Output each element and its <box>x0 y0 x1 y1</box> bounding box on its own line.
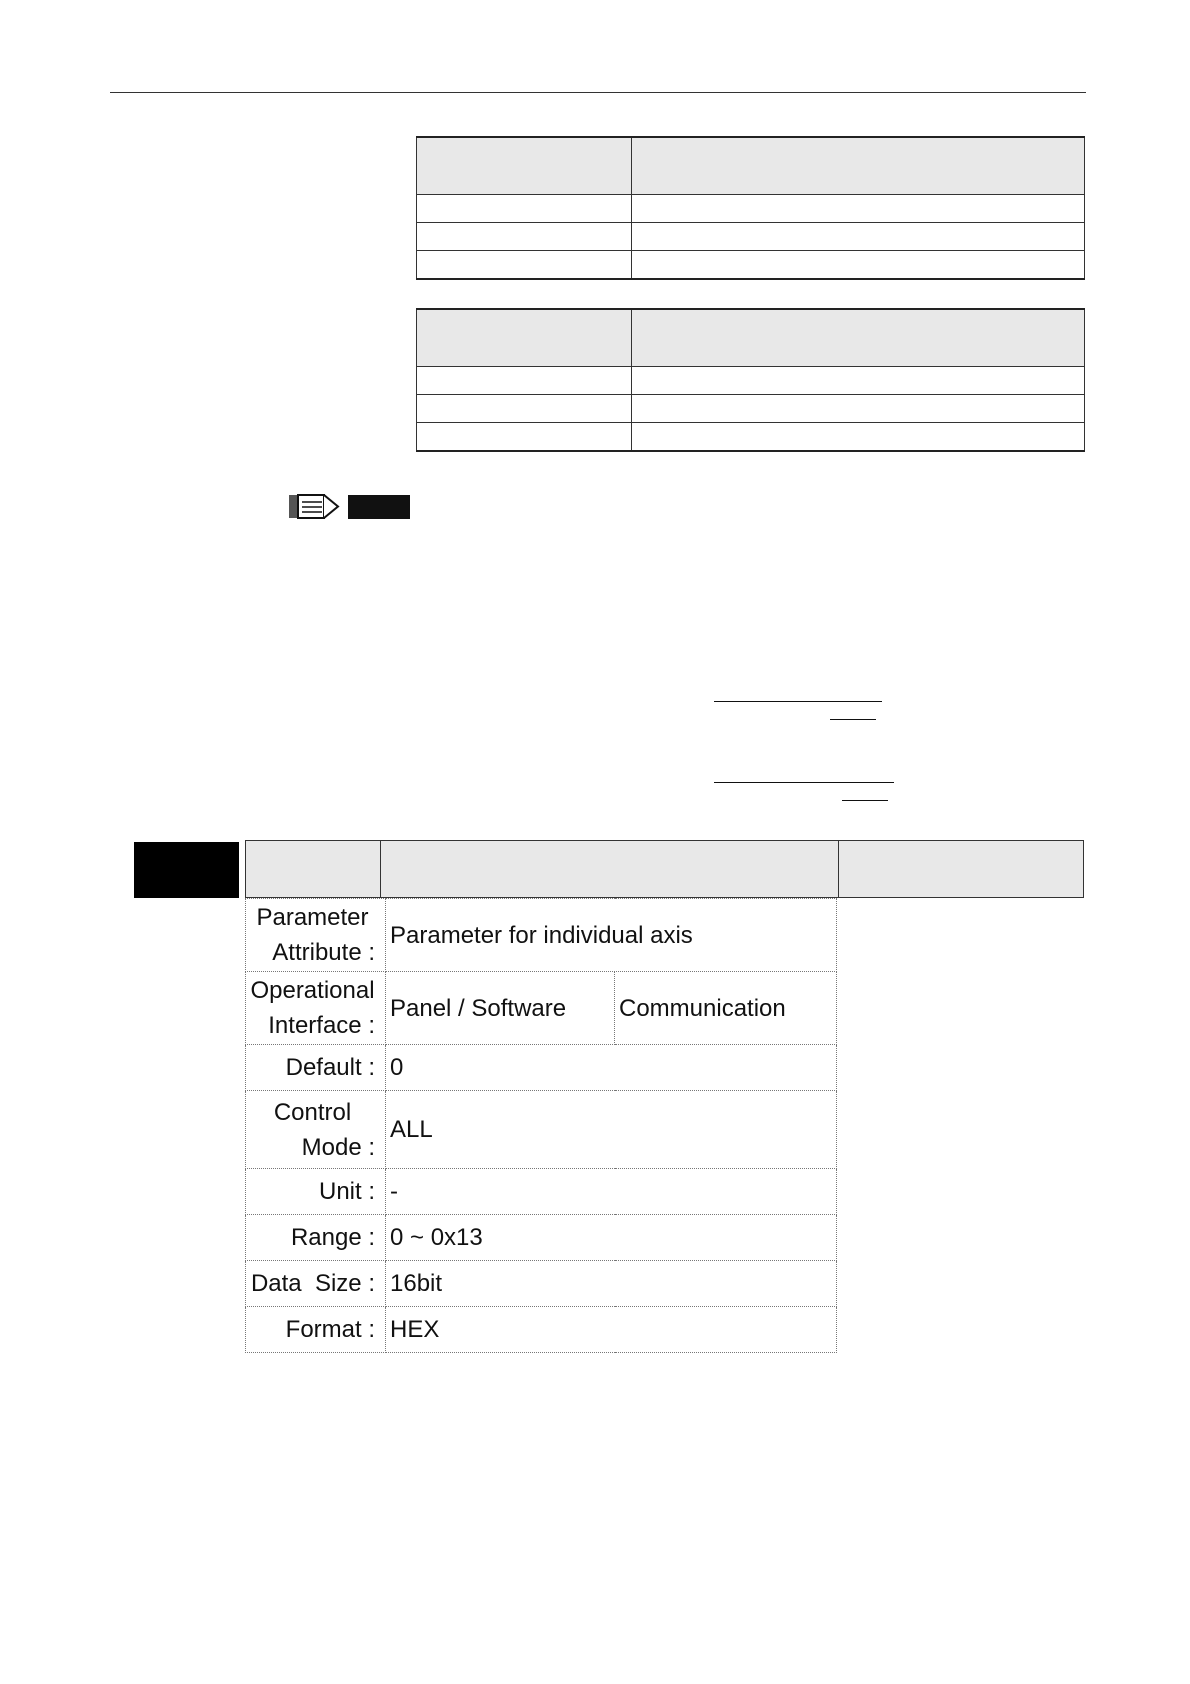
format-value: HEX <box>386 1307 837 1353</box>
table-row <box>246 1215 837 1261</box>
table-row <box>417 367 1085 395</box>
upper-table-1 <box>416 136 1085 280</box>
label-line: Parameter <box>256 904 369 931</box>
fraction-line <box>842 800 888 801</box>
table-row <box>246 899 837 972</box>
label-line: Attribute : <box>272 939 375 966</box>
unit-label: Unit : <box>246 1169 386 1215</box>
label-line: Operational <box>250 977 375 1004</box>
data-size-value: 16bit <box>386 1261 837 1307</box>
table-row <box>246 1307 837 1353</box>
table-row <box>417 251 1085 280</box>
header-rule <box>110 92 1086 93</box>
control-mode-value: ALL <box>386 1091 837 1169</box>
upper-table-2 <box>416 308 1085 452</box>
panel-software-value: Panel / Software <box>386 972 615 1045</box>
fraction-line <box>714 782 894 783</box>
header-cell <box>839 841 1084 898</box>
table-header-row <box>417 137 1085 195</box>
parameter-attribute-value: Parameter for individual axis <box>386 899 837 972</box>
table-row <box>246 1045 837 1091</box>
fraction-line <box>830 719 876 720</box>
default-label: Default : <box>246 1045 386 1091</box>
format-label: Format : <box>246 1307 386 1353</box>
range-value: 0 ~ 0x13 <box>386 1215 837 1261</box>
unit-value: - <box>386 1169 837 1215</box>
header-cell <box>246 841 381 898</box>
header-cell <box>381 841 839 898</box>
label-line: Mode : <box>301 1133 375 1161</box>
control-mode-label <box>246 1091 386 1169</box>
table-row <box>246 1091 837 1169</box>
table-row <box>246 1261 837 1307</box>
communication-value: Communication <box>615 972 837 1045</box>
table-row <box>246 1169 837 1215</box>
parameter-attribute-table <box>245 898 837 1353</box>
operational-interface-label <box>246 972 386 1045</box>
label-line: Interface : <box>268 1012 375 1039</box>
parameter-attribute-label <box>246 899 386 972</box>
data-size-label: Data Size : <box>246 1261 386 1307</box>
table-row <box>246 972 837 1045</box>
table-row <box>417 195 1085 223</box>
table-row <box>417 223 1085 251</box>
table-row <box>417 423 1085 452</box>
range-label: Range : <box>246 1215 386 1261</box>
table-header-row <box>417 309 1085 367</box>
note-icon <box>288 493 410 521</box>
parameter-header-table <box>245 840 1084 898</box>
default-value: 0 <box>386 1045 837 1091</box>
fraction-line <box>714 701 882 702</box>
table-row <box>417 395 1085 423</box>
parameter-code-box <box>134 842 239 898</box>
label-line: Control <box>273 1098 352 1126</box>
